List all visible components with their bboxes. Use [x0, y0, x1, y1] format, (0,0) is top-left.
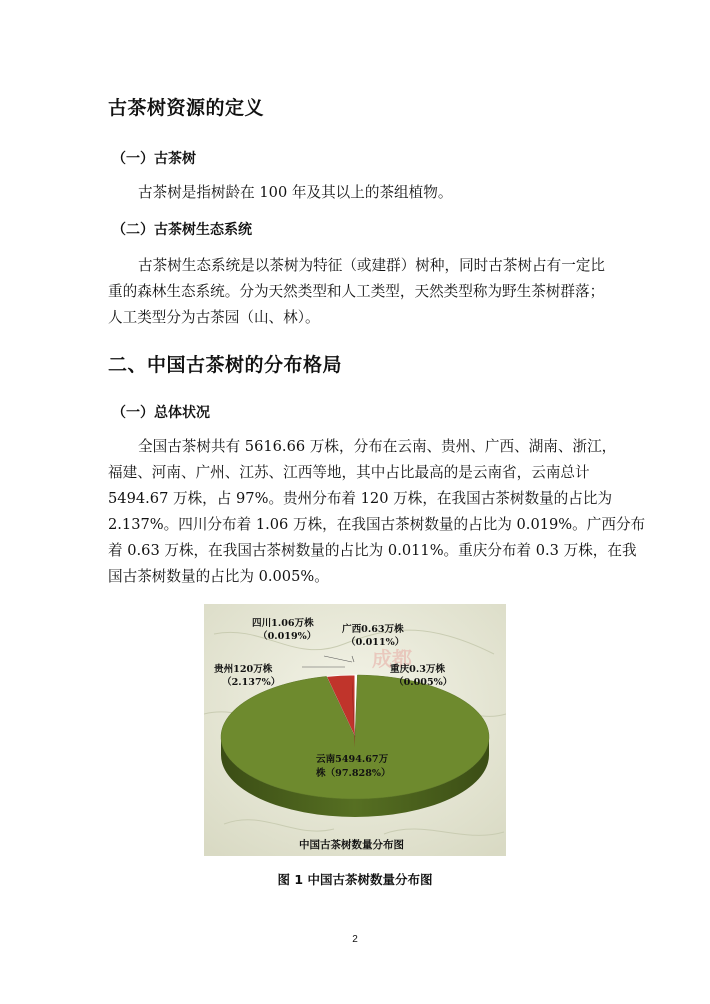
paragraph-definition-tea-tree [108, 180, 604, 206]
figure-inner-title: 中国古茶树数量分布图 [299, 839, 404, 851]
paragraph-line: 古茶树是指树龄在 100 年及其以上的茶组植物。 [138, 184, 453, 201]
paragraph-overview [108, 434, 646, 590]
paragraph-line: 福建、河南、广州、江苏、江西等地，其中占比最高的是云南省，云南总计 [108, 464, 590, 481]
section-heading-definition: 古茶树资源的定义 [108, 97, 265, 119]
pie-chart-figure [204, 604, 506, 856]
subheading-overview: （一）总体状况 [112, 405, 210, 421]
section-heading-distribution: 二、中国古茶树的分布格局 [108, 354, 343, 376]
paragraph-line: 5494.67 万株，占 97%。贵州分布着 120 万株，在我国古茶树数量的占比为 [108, 490, 613, 507]
map-watermark: 成都 [372, 647, 412, 671]
subheading-ecosystem: （二）古茶树生态系统 [112, 222, 252, 238]
paragraph-line: 人工类型分为古茶园（山、林）。 [108, 309, 320, 326]
figure-caption: 图 1 中国古茶树数量分布图 [277, 872, 433, 887]
label-sichuan: 四川1.06万株 [252, 618, 314, 629]
paragraph-ecosystem [108, 253, 604, 331]
pie-chart-svg [204, 604, 506, 856]
label-chongqing: 重庆0.3万株 [390, 664, 446, 675]
label-guizhou-pct: （2.137%） [222, 677, 281, 688]
label-chongqing-pct: （0.005%） [394, 677, 453, 688]
label-guizhou: 贵州120万株 [214, 664, 273, 675]
subheading-ancient-tea-tree: （一）古茶树 [112, 151, 196, 167]
label-guangxi: 广西0.63万株 [342, 624, 404, 635]
paragraph-line: 古茶树生态系统是以茶树为特征（或建群）树种，同时古茶树占有一定比 [138, 257, 606, 274]
label-guangxi-pct: （0.011%） [346, 637, 405, 648]
pie-chart [221, 675, 489, 817]
paragraph-line: 国古茶树数量的占比为 0.005%。 [108, 568, 329, 585]
label-yunnan-pct: 株（97.828%） [316, 768, 391, 779]
paragraph-line: 重的森林生态系统。分为天然类型和人工类型，天然类型称为野生茶树群落； [108, 283, 605, 300]
label-yunnan: 云南5494.67万 [316, 754, 389, 765]
paragraph-line: 着 0.63 万株，在我国古茶树数量的占比为 0.011%。重庆分布着 0.3 万株，在我 [108, 542, 637, 559]
label-sichuan-pct: （0.019%） [258, 631, 317, 642]
pie-slices [221, 675, 489, 799]
paragraph-line: 全国古茶树共有 5616.66 万株，分布在云南、贵州、广西、湖南、浙江， [138, 438, 617, 455]
page-number: 2 [352, 934, 358, 945]
paragraph-line: 2.137%。四川分布着 1.06 万株，在我国古茶树数量的占比为 0.019%。广西分布 [108, 516, 646, 533]
